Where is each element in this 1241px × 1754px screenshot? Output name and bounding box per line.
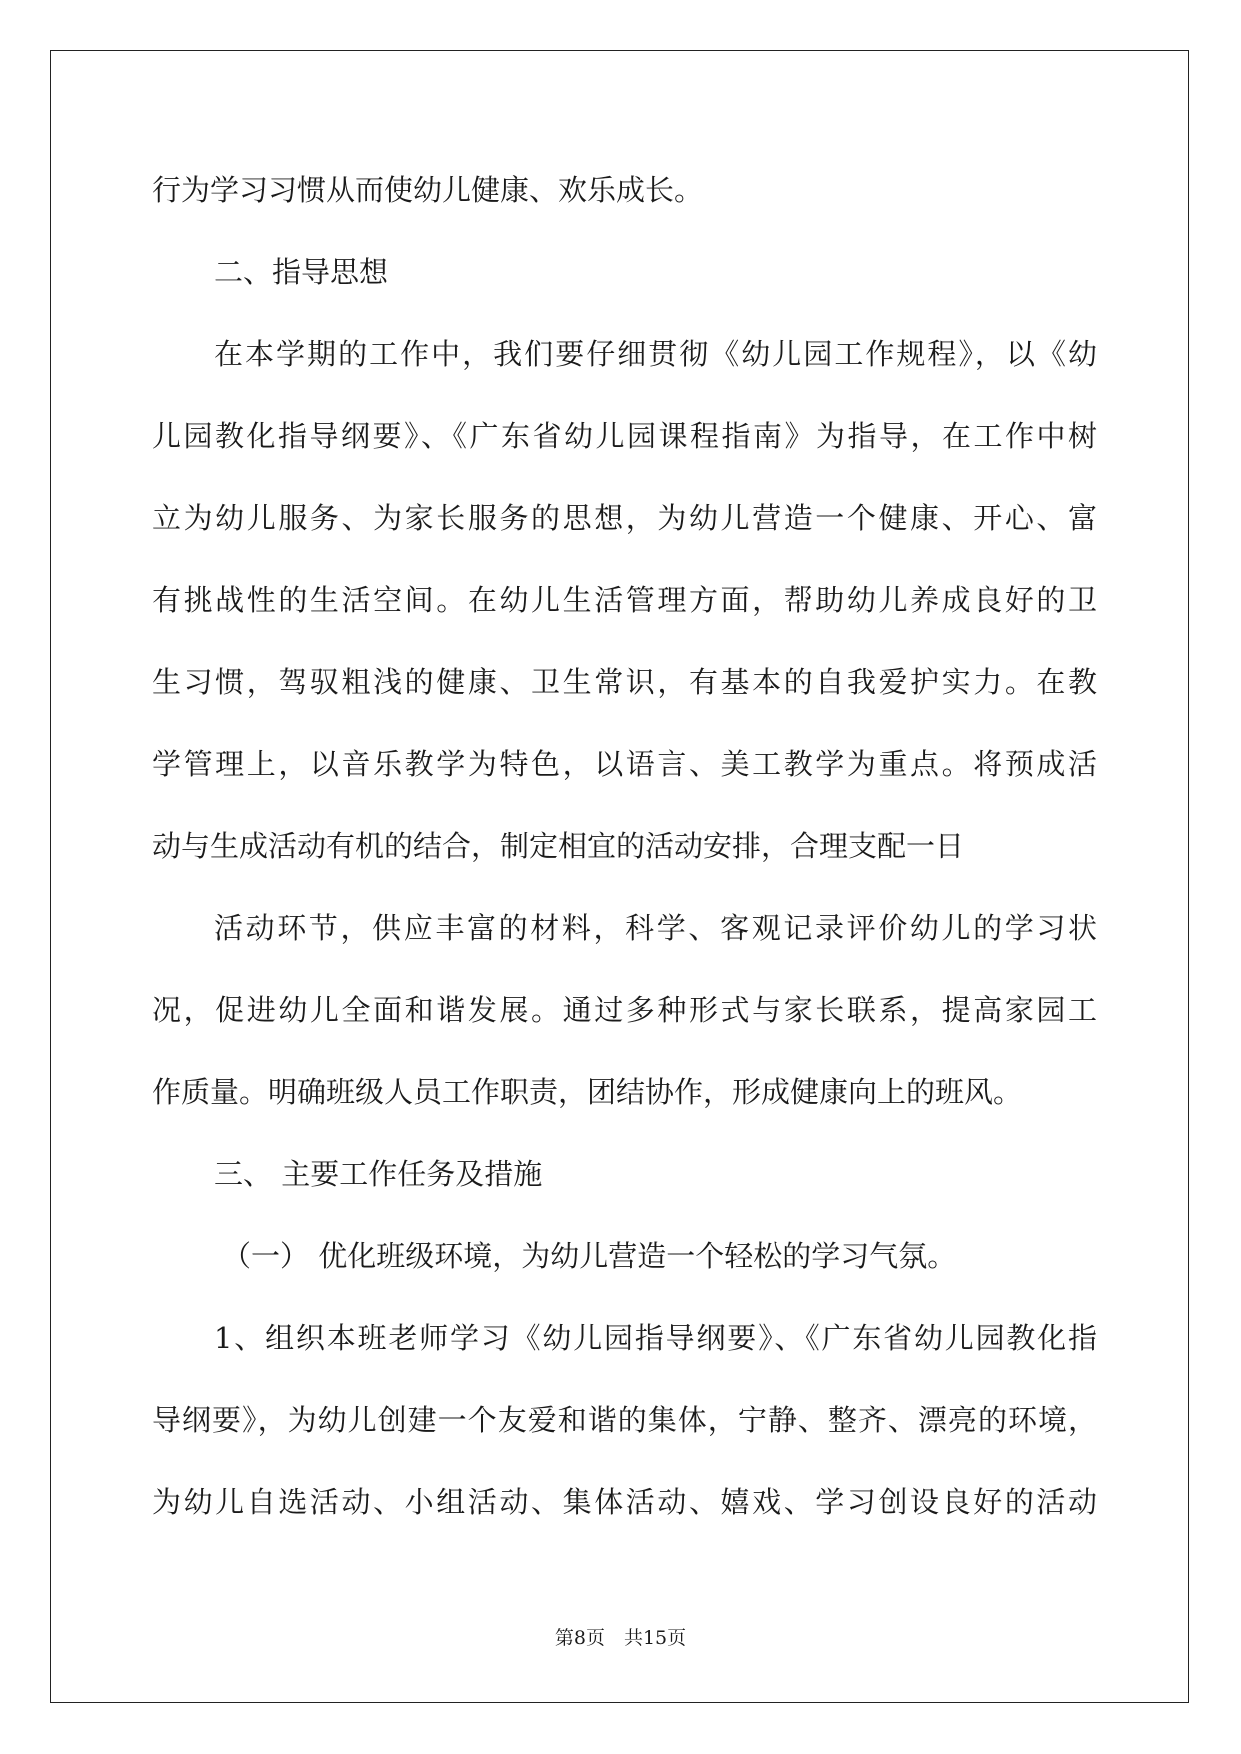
text-line: 导纲要》，为幼儿创建一个友爱和谐的集体，宁静、整齐、漂亮的环境，	[152, 1403, 1097, 1437]
text-line: 立为幼儿服务、为家长服务的思想，为幼儿营造一个健康、开心、富	[152, 501, 1097, 535]
text-line: 行为学习习惯从而使幼儿健康、欢乐成长。	[152, 173, 704, 207]
subsection-heading: （一） 优化班级环境，为幼儿营造一个轻松的学习气氛。	[222, 1239, 957, 1273]
document-body	[152, 165, 1097, 1559]
text-line: 作质量。明确班级人员工作职责，团结协作，形成健康向上的班风。	[152, 1075, 1023, 1109]
text-line: 活动环节，供应丰富的材料，科学、客观记录评价幼儿的学习状	[214, 911, 1097, 945]
page-number: 第8页 共15页	[554, 1627, 687, 1649]
text-line: 在本学期的工作中，我们要仔细贯彻《幼儿园工作规程》，以《幼	[214, 337, 1097, 371]
text-line: 况，促进幼儿全面和谐发展。通过多种形式与家长联系，提高家园工	[152, 993, 1097, 1027]
text-line: 儿园教化指导纲要》、《广东省幼儿园课程指南》为指导，在工作中树	[152, 419, 1097, 453]
section-heading: 三、 主要工作任务及措施	[214, 1157, 543, 1191]
text-line: 生习惯，驾驭粗浅的健康、卫生常识，有基本的自我爱护实力。在教	[152, 665, 1097, 699]
section-heading: 二、指导思想	[214, 255, 389, 289]
text-line: 动与生成活动有机的结合，制定相宜的活动安排，合理支配一日	[152, 829, 965, 863]
text-line: 1、组织本班老师学习《幼儿园指导纲要》、《广东省幼儿园教化指	[214, 1321, 1097, 1355]
text-line: 学管理上，以音乐教学为特色，以语言、美工教学为重点。将预成活	[152, 747, 1097, 781]
text-line: 为幼儿自选活动、小组活动、集体活动、嬉戏、学习创设良好的活动	[152, 1485, 1097, 1519]
text-line: 有挑战性的生活空间。在幼儿生活管理方面，帮助幼儿养成良好的卫	[152, 583, 1097, 617]
